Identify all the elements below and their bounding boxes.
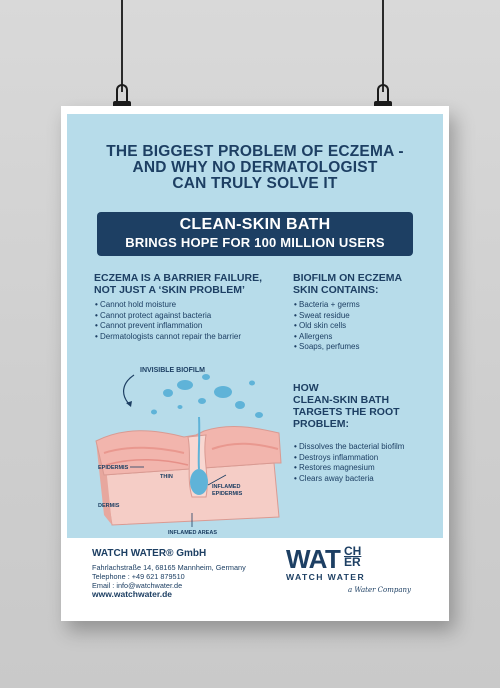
banner-subtitle: BRINGS HOPE FOR 100 MILLION USERS <box>125 235 385 250</box>
biofilm-heading <box>293 272 402 296</box>
biofilm-heading-line-2: SKIN CONTAINS: <box>293 284 379 296</box>
company-website: www.watchwater.de <box>92 589 172 599</box>
label-epidermis: EPIDERMIS <box>98 465 129 471</box>
root-heading-line-4: PROBLEM: <box>293 418 349 430</box>
logo-er: ER <box>344 555 361 569</box>
headline-line-1: THE BIGGEST PROBLEM OF ECZEMA - <box>106 143 404 160</box>
list-item: • Cannot hold moisture <box>95 300 241 311</box>
banner-title: CLEAN-SKIN BATH <box>179 216 331 233</box>
biofilm-droplets <box>151 374 263 418</box>
list-item: • Destroys inflammation <box>294 453 404 464</box>
list-item: • Restores magnesium <box>294 463 404 474</box>
list-item: • Dermatologists cannot repair the barrier <box>95 332 241 343</box>
company-email: Email : info@watchwater.de <box>92 581 183 590</box>
company-name: WATCH WATER® GmbH <box>92 548 207 559</box>
logo-script: a Water Company <box>348 586 412 594</box>
list-item: • Old skin cells <box>294 321 360 332</box>
logo-ch-er-text <box>344 546 361 568</box>
label-inflamed-epidermis-1: INFLAMED <box>212 484 241 490</box>
right-hanging-wire <box>382 0 384 92</box>
root-problem-list <box>294 442 404 484</box>
watchwater-logo <box>286 544 416 606</box>
skin-cross-section-diagram <box>84 357 294 537</box>
root-heading-line-1: HOW <box>293 382 319 394</box>
inflamed-droplet <box>190 469 208 495</box>
poster-content-panel <box>67 114 443 538</box>
poster <box>61 106 449 621</box>
list-item: • Sweat residue <box>294 311 360 322</box>
banner <box>97 212 413 256</box>
label-invisible-biofilm: INVISIBLE BIOFILM <box>140 367 205 374</box>
label-thin: THIN <box>160 474 173 480</box>
list-item: • Soaps, perfumes <box>294 342 360 353</box>
company-address: Fahrlachstraße 14, 68165 Mannheim, Germany <box>92 563 246 572</box>
left-column-list <box>95 300 241 342</box>
list-item: • Bacteria + germs <box>294 300 360 311</box>
label-inflamed-epidermis-2: EPIDERMIS <box>212 491 243 497</box>
list-item: • Cannot protect against bacteria <box>95 311 241 322</box>
poster-footer <box>67 538 443 615</box>
label-dermis: DERMIS <box>98 503 120 509</box>
logo-ch: CH <box>344 544 362 558</box>
biofilm-list <box>294 300 360 353</box>
company-telephone: Telephone : +49 621 879510 <box>92 572 185 581</box>
root-problem-heading <box>293 382 400 430</box>
root-heading-line-2: CLEAN-SKIN BATH <box>293 394 390 406</box>
logo-tagline: WATCH WATER <box>286 572 366 582</box>
left-hanging-wire <box>121 0 123 92</box>
left-heading-line-1: ECZEMA IS A BARRIER FAILURE, <box>94 272 263 284</box>
left-heading-line-2: NOT JUST A ‘SKIN PROBLEM’ <box>94 284 245 296</box>
headline-line-3: CAN TRULY SOLVE IT <box>172 175 338 192</box>
poster-headline <box>67 144 443 192</box>
biofilm-heading-line-1: BIOFILM ON ECZEMA <box>293 272 403 284</box>
root-heading-line-3: TARGETS THE ROOT <box>293 406 400 418</box>
logo-wat-text: WAT <box>286 544 341 574</box>
label-inflamed-areas: INFLAMED AREAS <box>168 530 217 536</box>
list-item: • Allergens <box>294 332 360 343</box>
left-column-heading <box>94 272 262 296</box>
list-item: • Cannot prevent inflammation <box>95 321 241 332</box>
biofilm-arrow <box>124 375 134 405</box>
list-item: • Clears away bacteria <box>294 474 404 485</box>
list-item: • Dissolves the bacterial biofilm <box>294 442 404 453</box>
headline-line-2: AND WHY NO DERMATOLOGIST <box>132 159 378 176</box>
